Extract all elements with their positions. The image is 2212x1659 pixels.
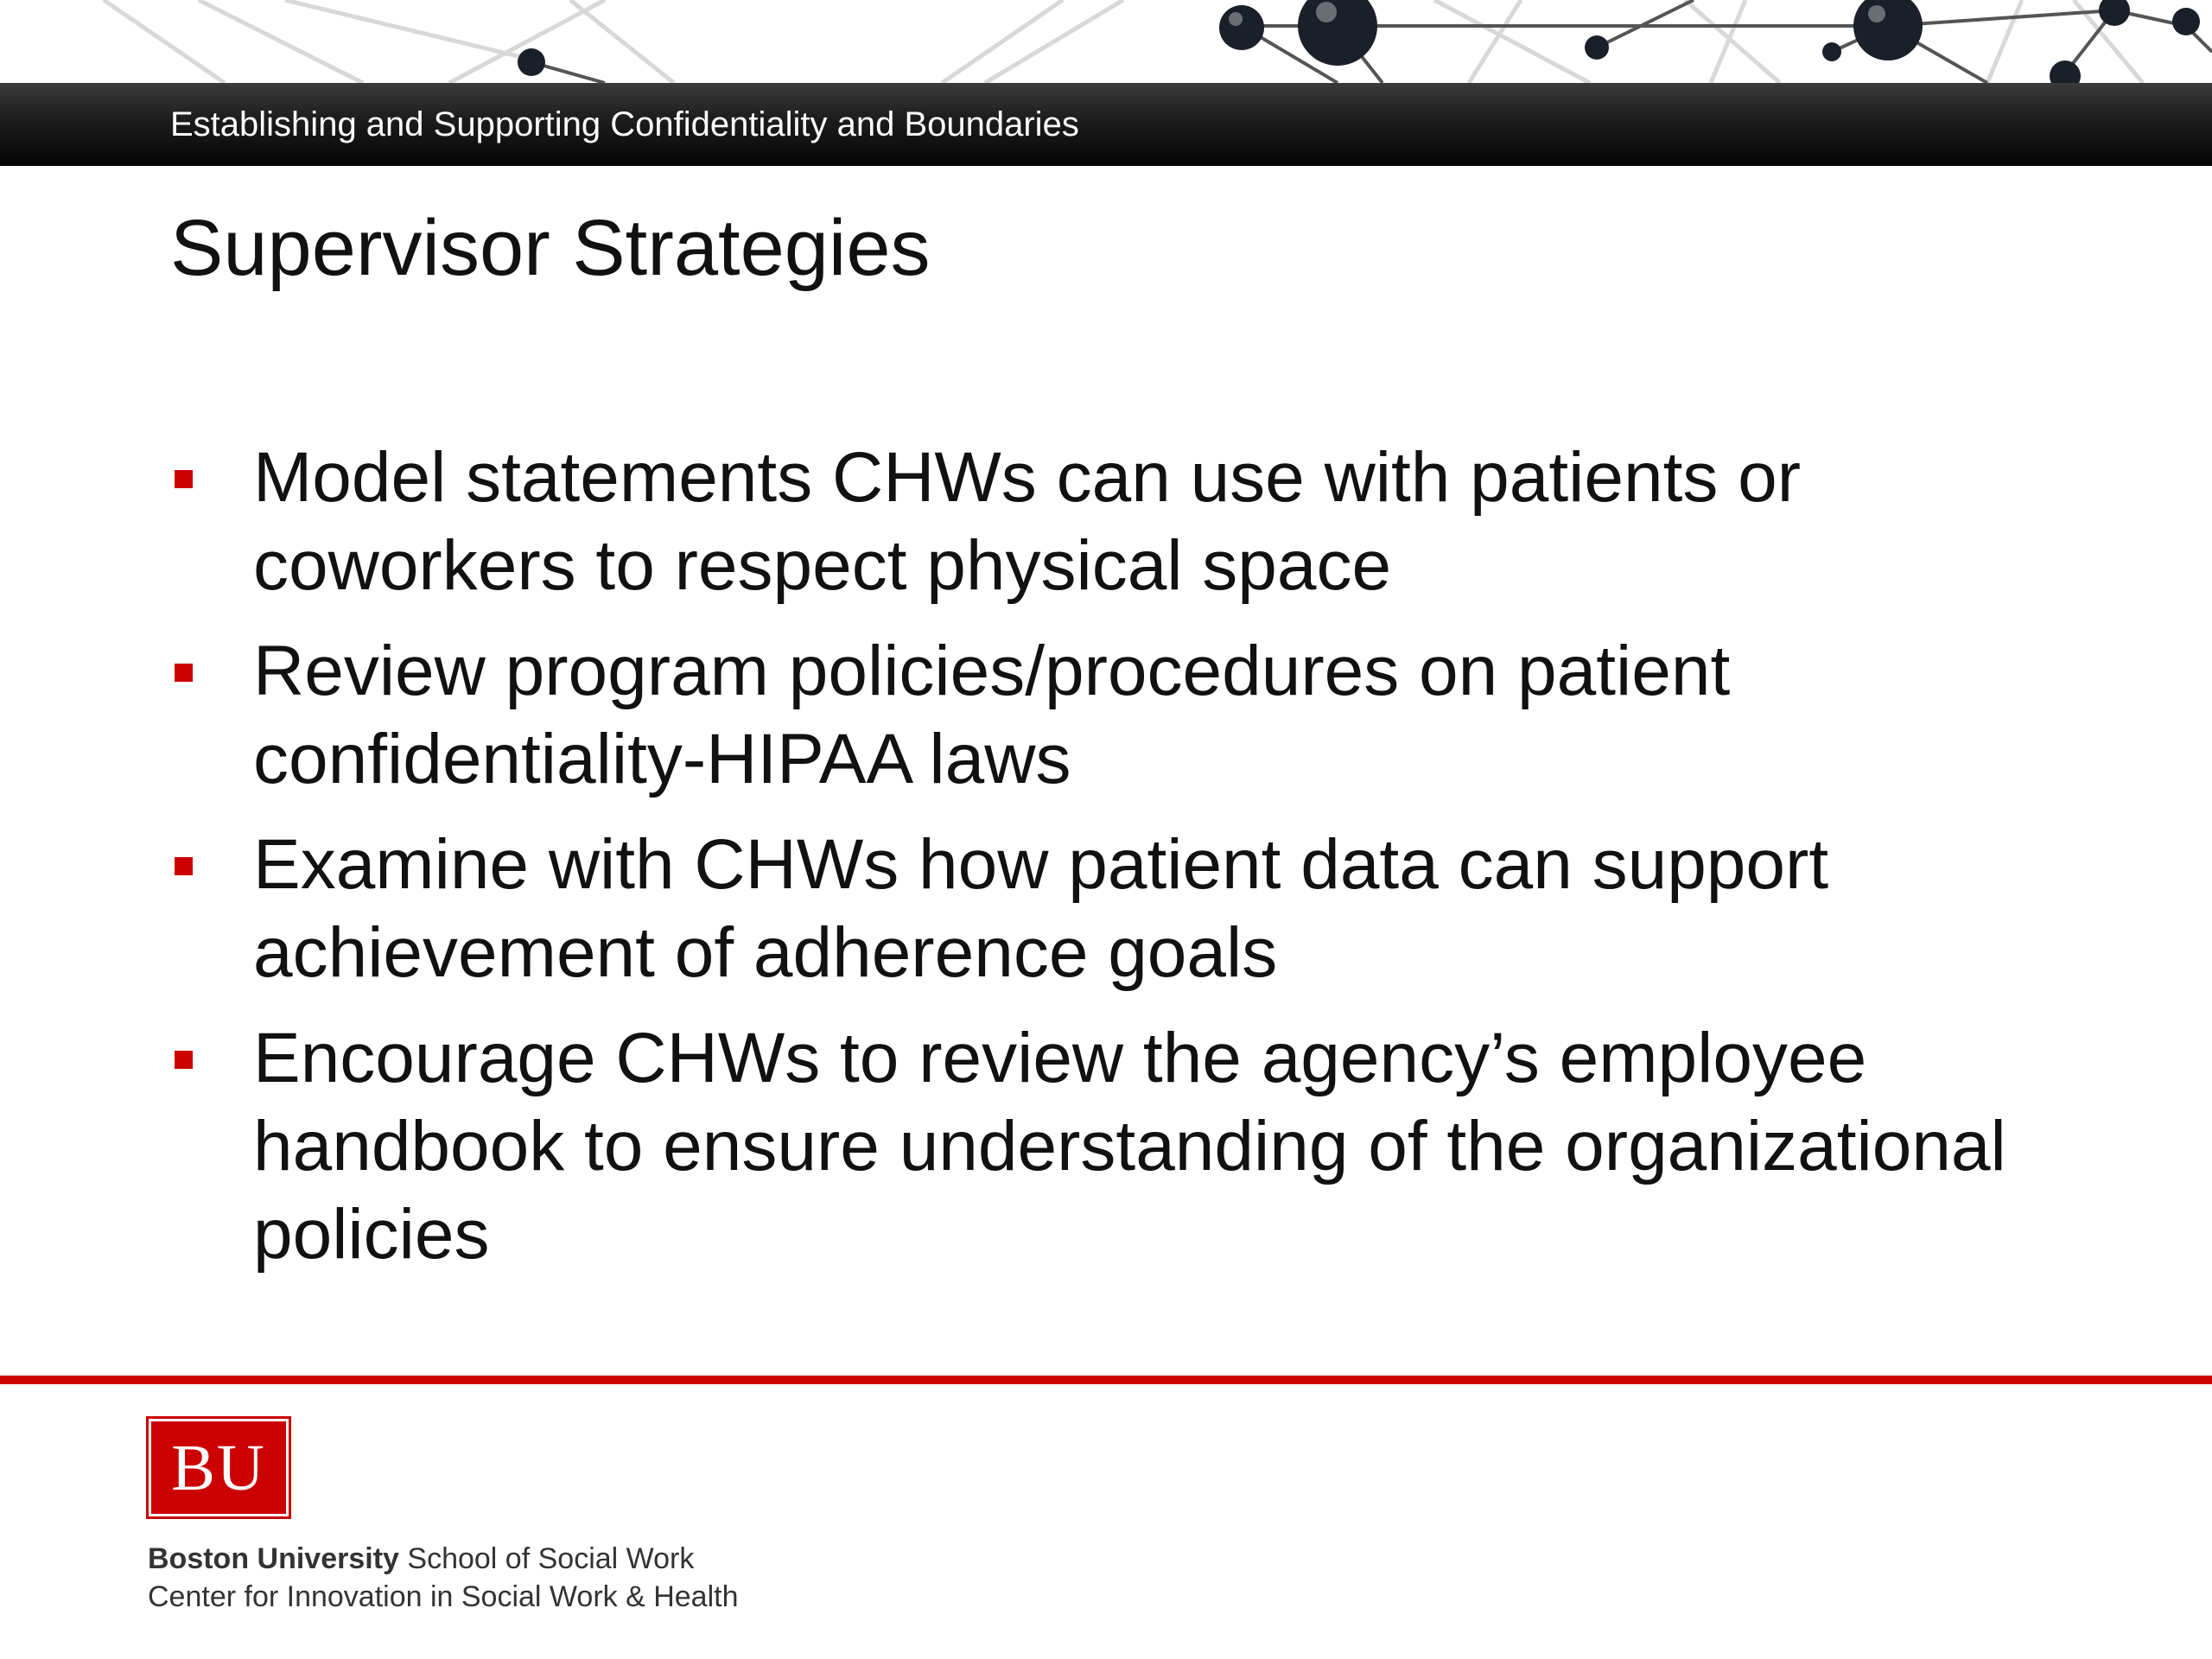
bullet-square-icon — [175, 470, 193, 488]
slide-title: Supervisor Strategies — [170, 204, 931, 292]
bu-logo-text: BU — [171, 1431, 266, 1504]
bullet-text: Examine with CHWs how patient data can support achievement of adherence goals — [253, 825, 1829, 992]
bullet-item — [169, 821, 2139, 997]
bullet-square-icon — [175, 857, 193, 875]
bullet-item — [169, 627, 2139, 804]
footer-divider — [0, 1376, 2212, 1384]
bullet-square-icon — [175, 1051, 193, 1069]
bullet-text: Review program policies/procedures on patient confidentiality-HIPAA laws — [253, 632, 1731, 798]
footer-center-name: Center for Innovation in Social Work & Health — [148, 1580, 739, 1613]
bu-logo — [149, 1419, 289, 1516]
footer-school-line — [148, 1540, 739, 1578]
header-subtitle: Establishing and Supporting Confidentiality and Boundaries — [170, 105, 1079, 143]
bullet-text: Encourage CHWs to review the agency’s employee handbook to ensure understanding of the organizational policies — [253, 1019, 2006, 1274]
footer-institution — [148, 1540, 739, 1616]
bullet-list — [169, 434, 2139, 1296]
bullet-item — [169, 434, 2139, 610]
footer-school-name: School of Social Work — [407, 1542, 695, 1575]
network-graphic — [0, 0, 2212, 83]
bullet-item — [169, 1014, 2139, 1279]
bullet-text: Model statements CHWs can use with patients or coworkers to respect physical space — [253, 438, 1802, 605]
footer-org-name: Boston University — [148, 1542, 399, 1575]
bullet-square-icon — [175, 664, 193, 682]
